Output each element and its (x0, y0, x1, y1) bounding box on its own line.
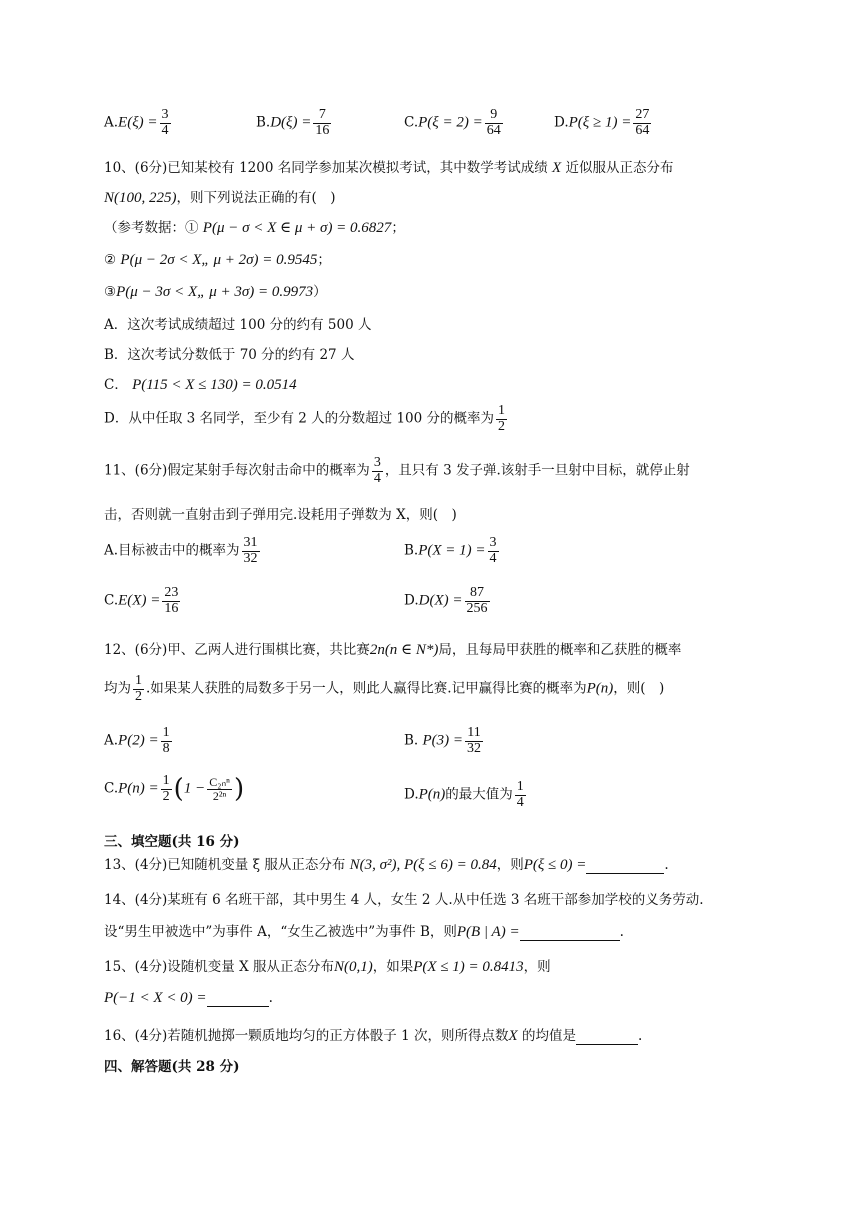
q11-option-b: B.P(X = 1) = $\frac{3}{4}$ (404, 535, 497, 566)
q10-ref-1: （参考数据：① P(μ − σ < X ∈ μ + σ) = 0.6827； (104, 220, 405, 236)
q11-option-a: A.目标被击中的概率为 $\frac{31}{32}$ (104, 535, 258, 566)
q11-stem-line1: 11、(6分)假定某射手每次射击命中的概率为 $\frac{3}{4}$ ，且只有 3 发子弹.该射手一旦射中目标，就停止射 (104, 455, 690, 486)
q11-option-c: C.E(X) = $\frac{23}{16}$ (104, 585, 179, 616)
q14-answer-blank[interactable] (520, 926, 620, 941)
q10-stem-line2: N(100, 225)，则下列说法正确的有( ) (104, 190, 336, 206)
q10-option-a: A．这次考试成绩超过 100 分的约有 500 人 (104, 317, 372, 333)
q10-stem-line1: 10、(6分)已知某校有 1200 名同学参加某次模拟考试，其中数学考试成绩 X 近似服从正态分布 (104, 160, 674, 176)
q9-option-d: D.P(ξ ≥ 1) = $\frac{27}{64}$ (554, 107, 650, 138)
q10-option-c: C． P(115 < X ≤ 130) = 0.0514 (104, 377, 297, 393)
q16-answer-blank[interactable] (576, 1030, 638, 1045)
section-4-heading: 四、解答题(共 28 分) (104, 1059, 240, 1075)
section-3-heading: 三、填空题(共 16 分) (104, 834, 240, 850)
q12-stem-line2: 均为 $\frac{1}{2}$ .如果某人获胜的局数多于另一人，则此人赢得比赛.记甲赢得比赛的概率为P(n)，则( ) (104, 673, 665, 704)
q12-stem-line1: 12、(6分)甲、乙两人进行围棋比赛，共比赛2n(n ∈ N*)局，且每局甲获胜的概率和乙获胜的概率 (104, 642, 682, 658)
q11-stem-line2: 击，否则就一直射击到子弹用完.设耗用子弹数为 X，则( ) (104, 507, 457, 523)
q9-option-b: B.D(ξ) = $\frac{7}{16}$ (256, 107, 330, 138)
q15-answer-blank[interactable] (207, 992, 269, 1007)
q15-line2: P(−1 < X < 0) = . (104, 990, 273, 1006)
q10-option-d: D．从中任取 3 名同学，至少有 2 人的分数超过 100 分的概率为 $\frac{1}{2}$ (104, 403, 506, 434)
q12-option-a: A.P(2) = $\frac{1}{8}$ (104, 725, 170, 756)
q12-option-b: B. P(3) = $\frac{11}{32}$ (404, 725, 482, 756)
q14-line2: 设“男生甲被选中”为事件 A，“女生乙被选中”为事件 B，则P(B | A) = . (104, 924, 624, 940)
q10-ref-2: ② P(μ − 2σ < X„ μ + 2σ) = 0.9545； (104, 252, 331, 268)
q10-ref-3: ③P(μ − 3σ < X„ μ + 3σ) = 0.9973） (104, 284, 327, 300)
q9-option-a: A.E(ξ) = $\frac{3}{4}$ (104, 107, 169, 138)
q16: 16、(4分)若随机抛掷一颗质地均匀的正方体骰子 1 次，则所得点数X 的均值是 . (104, 1028, 643, 1044)
q14-line1: 14、(4分)某班有 6 名班干部，其中男生 4 人，女生 2 人.从中任选 3 名班干部参加学校的义务劳动. (104, 892, 704, 908)
q10-option-b: B．这次考试分数低于 70 分的约有 27 人 (104, 347, 355, 363)
q12-option-d: D.P(n)的最大值为 $\frac{1}{4}$ (404, 779, 524, 810)
q13-answer-blank[interactable] (586, 859, 664, 874)
q9-option-c: C.P(ξ = 2) = $\frac{9}{64}$ (404, 107, 501, 138)
q13: 13、(4分)已知随机变量 ξ 服从正态分布 N(3, σ²), P(ξ ≤ 6) = 0.84，则P(ξ ≤ 0) = . (104, 857, 669, 873)
q15-line1: 15、(4分)设随机变量 X 服从正态分布N(0,1)，如果P(X ≤ 1) = 0.8413，则 (104, 959, 551, 975)
q12-option-c: C.P(n) = $\frac{1}{2}$ (1 − $\frac{\text{C₂ₙⁿ}}{\text{2²ⁿ}}$ ) (104, 773, 245, 805)
q11-option-d: D.D(X) = $\frac{87}{256}$ (404, 585, 488, 616)
